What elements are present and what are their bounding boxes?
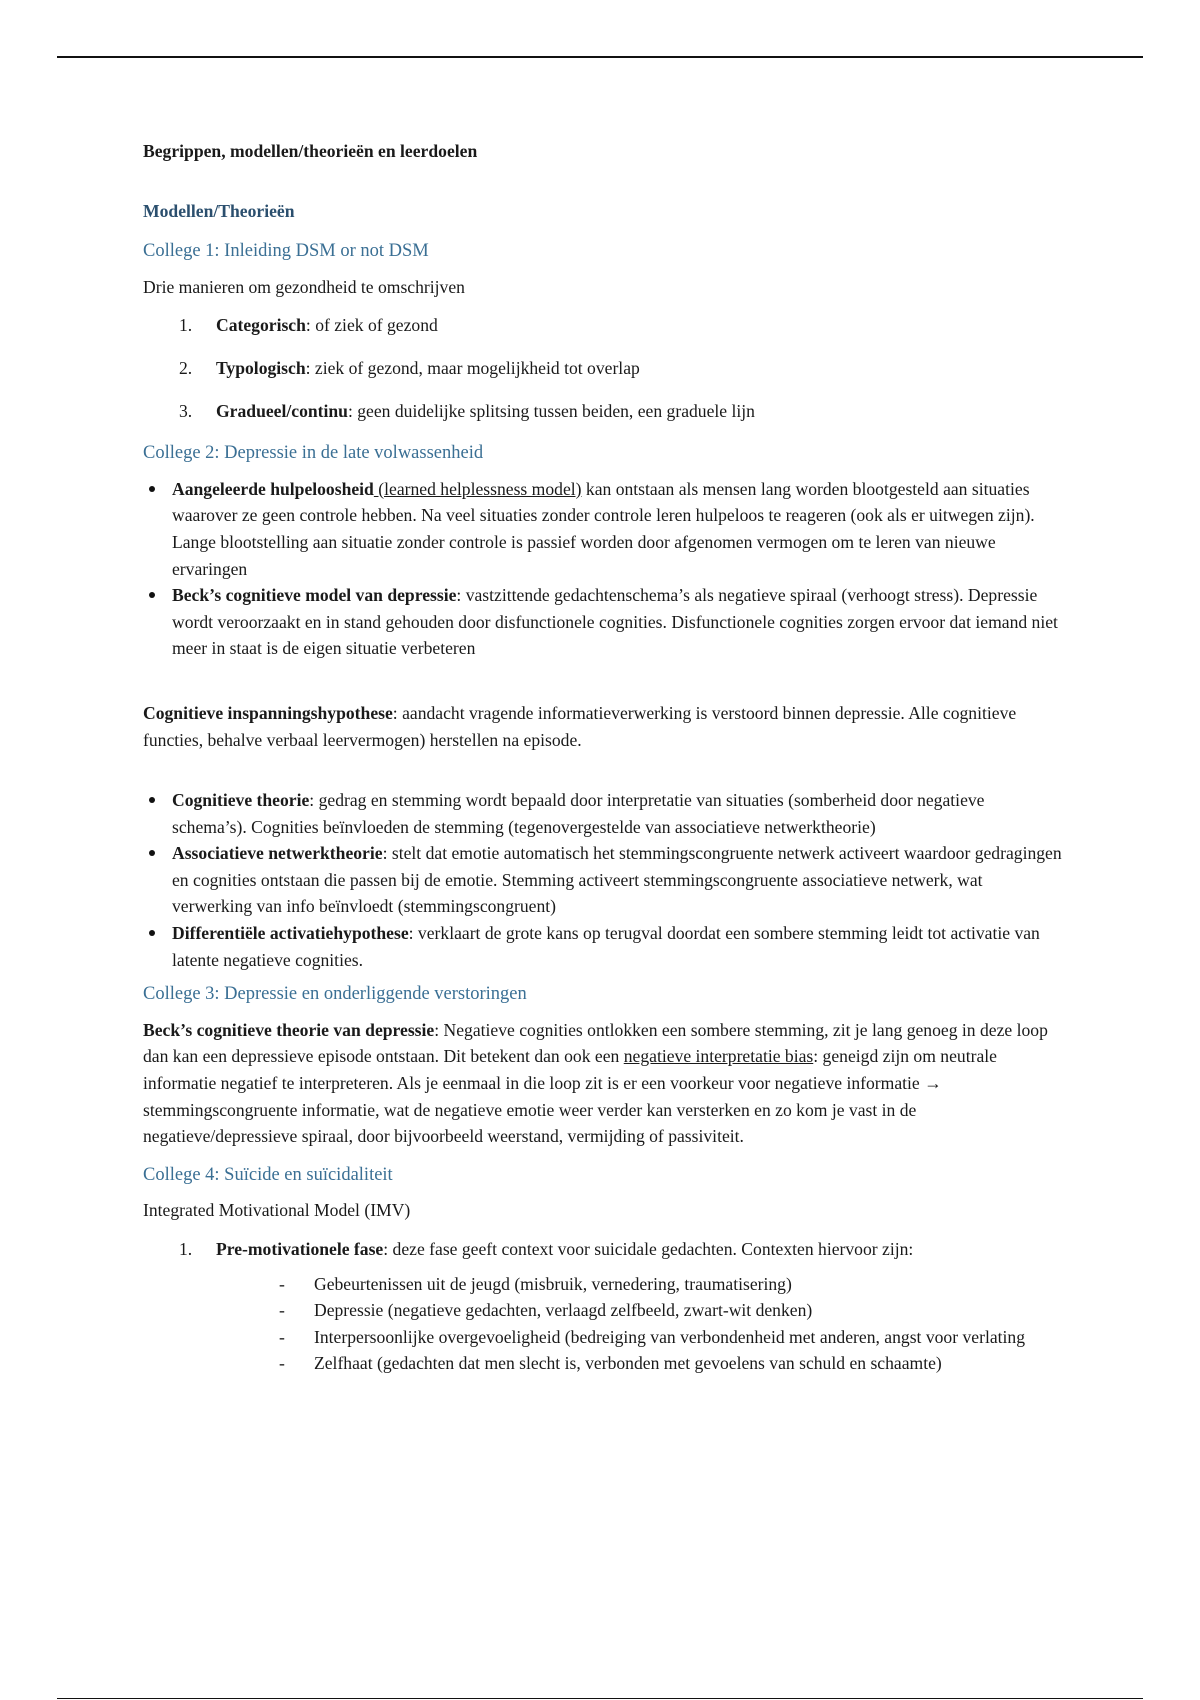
college-4-list (143, 1236, 1063, 1263)
college-4-intro: Integrated Motivational Model (IMV) (143, 1200, 411, 1221)
college-2-bullets-1 (143, 476, 1063, 662)
list-number: 1. (179, 315, 193, 336)
sub-list-item (143, 1324, 1063, 1351)
sub-item-text: Gebeurtenissen uit de jeugd (misbruik, vernedering, traumatisering) (314, 1273, 792, 1294)
document-page (143, 138, 1063, 1377)
college-2-heading: College 2: Depressie in de late volwassenheid (143, 443, 484, 464)
definition: : stelt dat emotie automatisch het stemmingscongruente netwerk activeert waardoor gedragingen en cognities ontstaan die passen bij de emotie. Stemming activeert stemmingscongruente associatieve netwerk, wat verwerking van info beïnvloedt (stemmingscongruent) (172, 843, 1062, 917)
sub-item-text: Zelfhaat (gedachten dat men slecht is, verbonden met gevoelens van schuld en schaamte) (314, 1353, 942, 1374)
sub-item-text: Depressie (negatieve gedachten, verlaagd zelfbeeld, zwart-wit denken) (314, 1300, 813, 1321)
bullet-icon (149, 850, 155, 856)
sub-list-item (143, 1297, 1063, 1324)
dash-icon: - (279, 1300, 285, 1321)
college-4-heading: College 4: Suïcide en suïcidaliteit (143, 1164, 393, 1185)
bullet-icon (149, 930, 155, 936)
definition: : gedrag en stemming wordt bepaald door interpretatie van situaties (somberheid door negatieve schema’s). Cognities beïnvloeden de stemming (tegenovergestelde van associatieve netwerktheorie) (172, 790, 985, 837)
term: Categorisch (216, 315, 306, 336)
definition: : of ziek of gezond (305, 315, 438, 336)
document-title: Begrippen, modellen/theorieën en leerdoelen (143, 141, 478, 161)
term: Gradueel/continu (216, 400, 348, 421)
list-item (143, 476, 1063, 582)
list-item (143, 840, 1063, 920)
definition: kan ontstaan als mensen lang worden blootgesteld aan situaties waarover ze geen controle hebben. Na veel situaties zonder controle leren hulpeloos te reageren (ook als er uitwegen zijn). Lange blootstelling aan situatie zonder controle is passief worden door afgenomen vermogen om te leren van nieuwe ervaringen (172, 478, 1035, 579)
sub-list-item (143, 1350, 1063, 1377)
college-3-heading: College 3: Depressie en onderliggende verstoringen (143, 984, 527, 1005)
term: Aangeleerde hulpeloosheid (172, 478, 374, 499)
bullet-icon (149, 592, 155, 598)
definition: : vastzittende gedachtenschema’s als negatieve spiraal (verhoogt stress). Depressie wordt veroorzaakt en in stand gehouden door disfunctionele cognities. Disfunctionele cognities zorgen ervoor dat iemand niet meer in staat is de eigen situatie verbeteren (172, 585, 1058, 659)
college-1-list (143, 312, 1063, 424)
list-item (143, 355, 1063, 382)
term: Beck’s cognitieve theorie van depressie (143, 1019, 435, 1040)
term: Associatieve netwerktheorie (172, 843, 383, 864)
term: Pre-motivationele fase (216, 1239, 384, 1259)
list-item (143, 398, 1063, 425)
college-2-bullets-2 (143, 787, 1063, 973)
dash-icon: - (279, 1353, 285, 1374)
list-number: 3. (179, 400, 193, 421)
list-item (143, 1236, 1063, 1263)
dash-icon: - (279, 1326, 285, 1347)
college-1-intro: Drie manieren om gezondheid te omschrijven (143, 276, 465, 297)
bullet-icon (149, 797, 155, 803)
college-4-sublist (143, 1271, 1063, 1377)
term: Beck’s cognitieve model van depressie (172, 585, 457, 606)
college-1-heading: College 1: Inleiding DSM or not DSM (143, 241, 429, 262)
list-item (143, 920, 1063, 973)
definition: : verklaart de grote kans op terugval doordat een sombere stemming leidt tot activatie van latente negatieve cognities. (172, 923, 1040, 970)
sub-list-item (143, 1271, 1063, 1298)
text-part: : Negatieve cognities ontlokken een sombere stemming, zit je lang genoeg in deze loop dan kan een depressieve episode ontstaan. Dit betekent dan ook een (143, 1019, 1048, 1067)
text-part: : geneigd zijn om neutrale informatie negatief te interpreteren. Als je eenmaal in die loop zit is er een voorkeur voor negatieve informatie → stemmingscongruente informatie, wat de negatieve emotie weer verder kan versterken en zo kom je vast in de negatieve/depressieve spiraal, door bijvoorbeeld weerstand, vermijding of passiviteit. (143, 1046, 997, 1147)
underlined-term: (learned helplessness model) (373, 478, 582, 499)
sub-item-text: Interpersoonlijke overgevoeligheid (bedreiging van verbondenheid met anderen, angst voor verlating (314, 1326, 1026, 1347)
underlined-term: negatieve interpretatie bias (623, 1046, 814, 1067)
definition: : geen duidelijke splitsing tussen beiden, een graduele lijn (347, 400, 755, 421)
list-item (143, 787, 1063, 840)
term: Typologisch (216, 357, 306, 378)
list-item (143, 312, 1063, 339)
definition: : deze fase geeft context voor suicidale gedachten. Contexten hiervoor zijn: (383, 1239, 914, 1259)
section-heading-models: Modellen/Theorieën (143, 200, 295, 221)
list-item (143, 582, 1063, 662)
definition: : ziek of gezond, maar mogelijkheid tot overlap (305, 357, 640, 378)
definition: : aandacht vragende informatieverwerking is verstoord binnen depressie. Alle cognitieve functies, behalve verbaal leervermogen) herstellen na episode. (143, 702, 1017, 750)
header-rule (57, 56, 1143, 58)
term: Cognitieve inspanningshypothese (143, 702, 393, 723)
term: Cognitieve theorie (172, 790, 310, 811)
footer-rule (57, 1698, 1143, 1699)
list-number: 1. (179, 1239, 193, 1259)
college-2-paragraph (143, 700, 1063, 753)
dash-icon: - (279, 1273, 285, 1294)
list-number: 2. (179, 357, 193, 378)
bullet-icon (149, 486, 155, 492)
college-3-paragraph (143, 1017, 1063, 1150)
term: Differentiële activatiehypothese (172, 923, 409, 944)
